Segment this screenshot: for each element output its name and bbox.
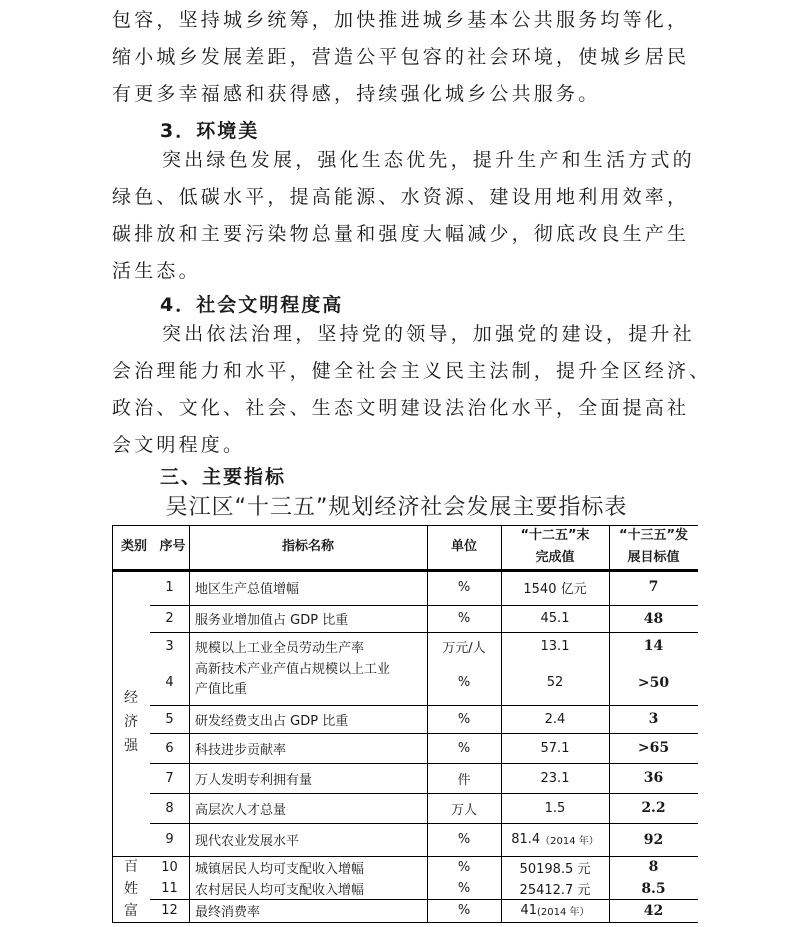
row-actual-note: （2014 年） <box>540 836 599 847</box>
row-actual: 25412.7 元 <box>519 883 591 898</box>
text-line: 包容，坚持城乡统筹，加快推进城乡基本公共服务均等化， <box>112 9 690 31</box>
row-actual: 52 <box>546 675 564 690</box>
row-target: 48 <box>643 610 664 627</box>
row-actual <box>501 823 609 856</box>
header-actual-line1: “十二五”末 <box>520 528 590 543</box>
section-heading-main-indicators: 三、主要指标 <box>160 466 287 488</box>
table-border-bottom <box>112 922 698 923</box>
text-line: 突出绿色发展，强化生态优先，提升生产和生活方式的 <box>162 149 695 171</box>
text-line: 突出依法治理，坚持党的领导，加强党的建设，提升社 <box>162 323 695 345</box>
text-line: 碳排放和主要污染物总量和强度大幅减少，彻底改良生产生 <box>112 223 690 245</box>
row-index: 4 <box>165 675 174 690</box>
header-category: 类别 <box>120 539 147 554</box>
row-index: 12 <box>161 903 178 918</box>
row-actual: 13.1 <box>540 638 570 654</box>
row-unit: 万人 <box>450 802 477 818</box>
row-unit: % <box>457 832 471 847</box>
row-target: 8.5 <box>641 880 666 897</box>
paragraph-public-services <box>112 2 702 113</box>
row-actual-value: 41 <box>520 903 537 918</box>
header-name: 指标名称 <box>281 539 334 554</box>
row-actual: 45.1 <box>540 611 570 626</box>
row-name: 地区生产总值增幅 <box>195 581 300 597</box>
group-char: 强 <box>124 738 138 754</box>
row-name: 科技进步贡献率 <box>195 742 287 758</box>
group-char: 姓 <box>124 881 138 897</box>
group-char: 经 <box>124 690 138 706</box>
row-target: 92 <box>643 831 664 848</box>
heading-social-civilization: 4．社会文明程度高 <box>160 294 344 316</box>
row-target: 2.2 <box>641 800 666 816</box>
row-target: 14 <box>643 638 664 654</box>
paragraph-social-civilization <box>112 316 712 464</box>
paragraph-environment <box>112 142 702 290</box>
text-line: 会文明程度。 <box>112 434 246 456</box>
row-name: 研发经费支出占 GDP 比重 <box>195 713 349 729</box>
row-unit: % <box>457 711 471 727</box>
row-name: 最终消费率 <box>195 905 261 920</box>
header-actual-line2: 完成值 <box>535 550 575 565</box>
row-index: 10 <box>161 859 178 875</box>
row-target: >50 <box>637 674 670 691</box>
group-char: 百 <box>124 859 138 875</box>
row-index: 6 <box>165 740 174 756</box>
row-target: >65 <box>637 740 670 756</box>
header-target <box>609 525 698 569</box>
row-actual: 2.4 <box>544 711 566 727</box>
text-line: 有更多幸福感和获得感，持续强化城乡公共服务。 <box>112 83 601 105</box>
row-target: 7 <box>648 579 659 595</box>
row-name <box>189 660 427 705</box>
row-index: 1 <box>165 579 174 595</box>
row-target: 42 <box>643 902 664 919</box>
text-line: 缩小城乡发展差距，营造公平包容的社会环境，使城乡居民 <box>112 46 690 68</box>
row-unit: % <box>457 611 471 626</box>
row-index: 7 <box>165 770 174 786</box>
table-title: 吴江区“十三五”规划经济社会发展主要指标表 <box>165 495 628 520</box>
row-name: 高层次人才总量 <box>195 802 287 818</box>
row-name: 农村居民人均可支配收入增幅 <box>195 883 365 898</box>
row-actual: 50198.5 元 <box>519 861 591 877</box>
row-name: 万人发明专利拥有量 <box>195 772 313 788</box>
row-actual-note: (2014 年） <box>537 907 590 918</box>
row-target: 8 <box>648 859 659 875</box>
row-index: 5 <box>165 711 174 727</box>
text-line: 活生态。 <box>112 260 201 282</box>
row-actual-value: 81.4 <box>511 832 541 847</box>
row-unit: % <box>457 903 471 918</box>
row-index: 2 <box>165 611 174 626</box>
header-target-line2: 展目标值 <box>627 550 680 565</box>
row-name: 服务业增加值占 GDP 比重 <box>195 613 349 628</box>
row-name: 规模以上工业全员劳动生产率 <box>195 640 365 656</box>
row-actual: 23.1 <box>540 770 570 786</box>
row-unit: 件 <box>457 772 471 788</box>
indicators-table <box>112 525 698 923</box>
header-unit: 单位 <box>450 539 477 554</box>
row-unit: % <box>457 675 471 690</box>
header-actual <box>501 525 609 569</box>
group-label-prosperity <box>112 856 150 922</box>
text-line: 会治理能力和水平，健全社会主义民主法制，提升全区经济、 <box>112 360 712 382</box>
group-char: 富 <box>124 903 138 919</box>
row-unit: % <box>457 740 471 756</box>
row-actual: 1540 亿元 <box>523 581 587 597</box>
row-actual <box>501 899 609 922</box>
row-unit: % <box>457 859 471 875</box>
row-unit: % <box>457 881 471 896</box>
row-actual: 1.5 <box>544 800 566 816</box>
row-name-line2: 产值比重 <box>195 682 248 697</box>
heading-environment: 3．环境美 <box>160 120 260 142</box>
row-unit: 万元/人 <box>442 640 486 656</box>
row-index: 9 <box>165 832 174 847</box>
group-label-economy <box>112 685 150 759</box>
header-target-line1: “十三五”发 <box>618 528 689 543</box>
row-index: 11 <box>161 881 178 896</box>
row-name-line1: 高新技术产业产值占规模以上工业 <box>195 662 391 677</box>
row-index: 3 <box>165 638 174 654</box>
row-target: 36 <box>643 770 664 786</box>
text-line: 政治、文化、社会、生态文明建设法治化水平，全面提高社 <box>112 397 690 419</box>
row-unit: % <box>457 579 471 595</box>
row-target: 3 <box>648 711 659 727</box>
text-line: 绿色、低碳水平，提高能源、水资源、建设用地利用效率， <box>112 186 690 208</box>
header-index: 序号 <box>159 539 186 554</box>
row-actual: 57.1 <box>540 740 570 756</box>
row-name: 现代农业发展水平 <box>195 834 300 849</box>
group-char: 济 <box>124 714 138 730</box>
row-index: 8 <box>165 800 174 816</box>
row-name: 城镇居民人均可支配收入增幅 <box>195 861 365 877</box>
